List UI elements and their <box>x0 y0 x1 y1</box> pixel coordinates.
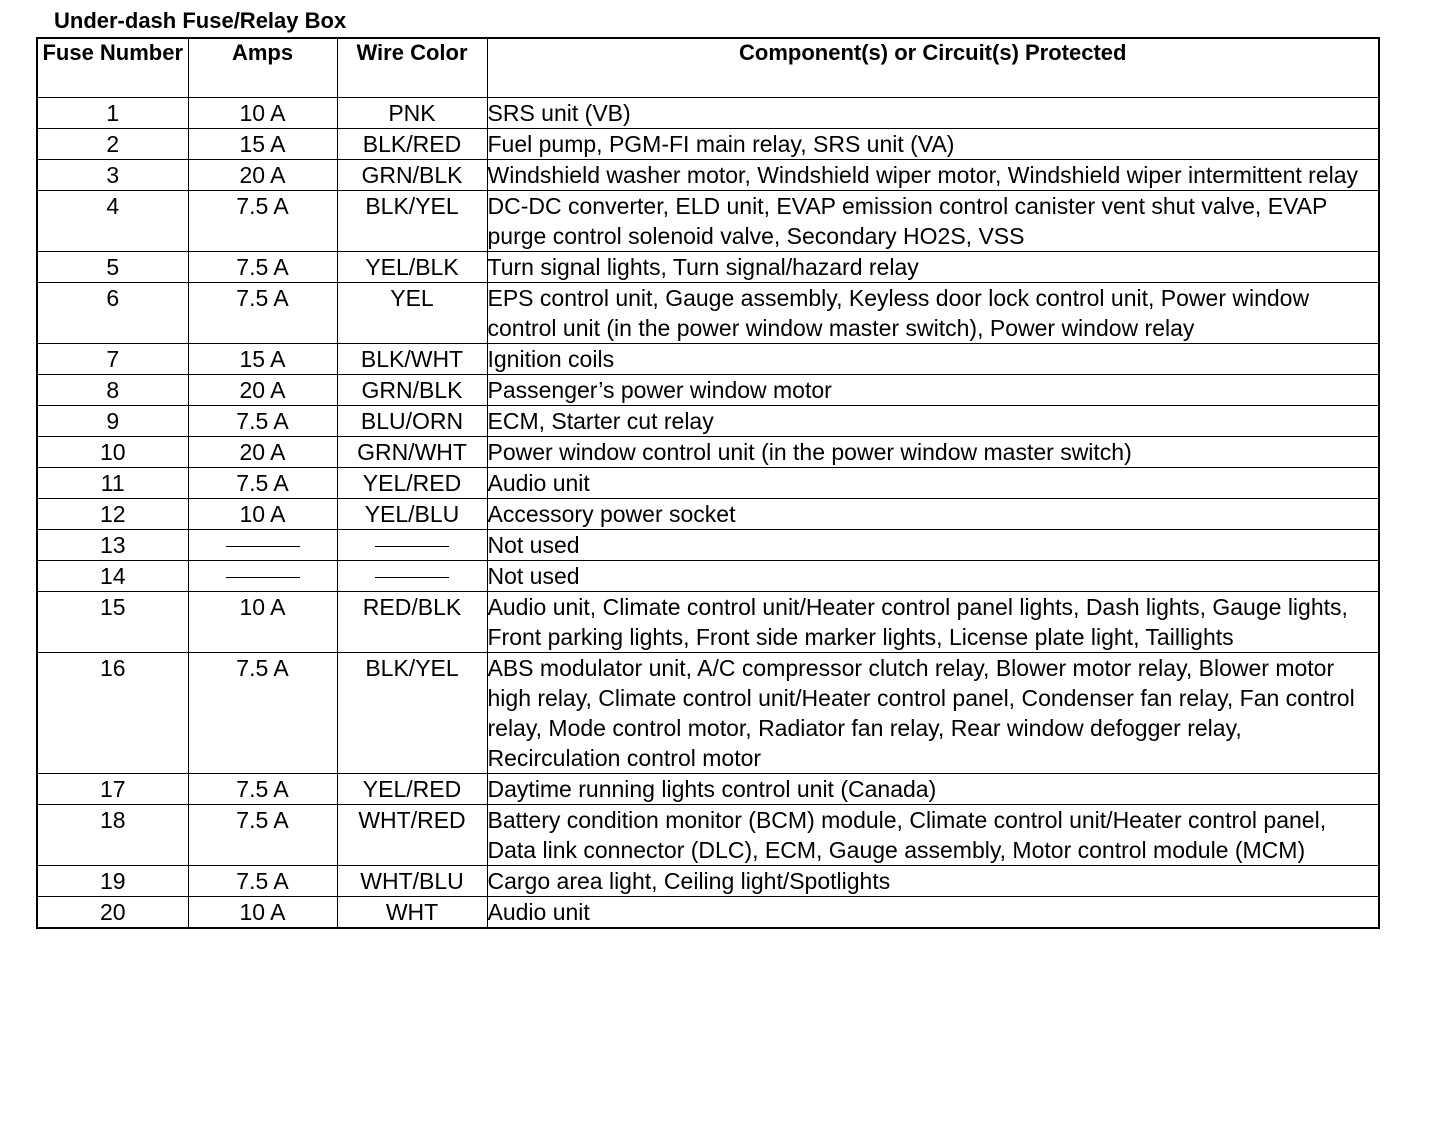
component-cell: Not used <box>487 561 1379 592</box>
table-row <box>37 406 1379 437</box>
table-row <box>37 592 1379 653</box>
table-row <box>37 191 1379 252</box>
wire-color-cell: WHT/RED <box>337 805 487 866</box>
fuse-number-cell: 11 <box>37 468 188 499</box>
table-row <box>37 499 1379 530</box>
fuse-number-cell: 4 <box>37 191 188 252</box>
amps-cell: 7.5 A <box>188 866 337 897</box>
amps-cell: 20 A <box>188 160 337 191</box>
component-cell: Audio unit, Climate control unit/Heater control panel lights, Dash lights, Gauge lights, Front parking lights, Front side marker lights, License plate light, Taillights <box>487 592 1379 653</box>
amps-cell: 7.5 A <box>188 468 337 499</box>
amps-cell <box>188 561 337 592</box>
amps-cell: 7.5 A <box>188 191 337 252</box>
wire-color-cell: YEL/RED <box>337 774 487 805</box>
component-cell: Turn signal lights, Turn signal/hazard relay <box>487 252 1379 283</box>
amps-cell: 20 A <box>188 375 337 406</box>
table-row <box>37 283 1379 344</box>
wire-color-cell: YEL <box>337 283 487 344</box>
fuse-number-cell: 18 <box>37 805 188 866</box>
fuse-number-cell: 14 <box>37 561 188 592</box>
amps-cell: 10 A <box>188 98 337 129</box>
component-cell: Power window control unit (in the power window master switch) <box>487 437 1379 468</box>
empty-dash <box>375 546 449 547</box>
amps-cell: 10 A <box>188 592 337 653</box>
table-row <box>37 129 1379 160</box>
wire-color-cell: GRN/BLK <box>337 160 487 191</box>
component-cell: Audio unit <box>487 897 1379 929</box>
wire-color-cell: BLK/WHT <box>337 344 487 375</box>
fuse-table <box>36 37 1380 929</box>
wire-color-cell <box>337 561 487 592</box>
wire-color-cell: GRN/WHT <box>337 437 487 468</box>
component-cell: Audio unit <box>487 468 1379 499</box>
fuse-number-cell: 20 <box>37 897 188 929</box>
fuse-number-cell: 15 <box>37 592 188 653</box>
fuse-number-cell: 7 <box>37 344 188 375</box>
fuse-number-cell: 16 <box>37 653 188 774</box>
fuse-number-cell: 10 <box>37 437 188 468</box>
wire-color-cell: BLK/YEL <box>337 191 487 252</box>
table-row <box>37 252 1379 283</box>
fuse-number-cell: 2 <box>37 129 188 160</box>
fuse-number-cell: 17 <box>37 774 188 805</box>
empty-dash <box>226 546 300 547</box>
amps-cell <box>188 530 337 561</box>
table-row <box>37 437 1379 468</box>
table-row <box>37 375 1379 406</box>
amps-cell: 10 A <box>188 499 337 530</box>
header-amps: Amps <box>188 38 337 98</box>
component-cell: Daytime running lights control unit (Canada) <box>487 774 1379 805</box>
wire-color-cell: BLU/ORN <box>337 406 487 437</box>
header-fuse-number: Fuse Number <box>37 38 188 98</box>
wire-color-cell: YEL/RED <box>337 468 487 499</box>
wire-color-cell <box>337 530 487 561</box>
fuse-number-cell: 3 <box>37 160 188 191</box>
empty-dash <box>375 577 449 578</box>
table-row <box>37 344 1379 375</box>
page-title: Under-dash Fuse/Relay Box <box>54 8 347 33</box>
amps-cell: 7.5 A <box>188 653 337 774</box>
amps-cell: 20 A <box>188 437 337 468</box>
fuse-number-cell: 1 <box>37 98 188 129</box>
fuse-number-cell: 13 <box>37 530 188 561</box>
component-cell: Not used <box>487 530 1379 561</box>
amps-cell: 7.5 A <box>188 805 337 866</box>
table-row <box>37 561 1379 592</box>
table-row <box>37 805 1379 866</box>
wire-color-cell: GRN/BLK <box>337 375 487 406</box>
empty-dash <box>226 577 300 578</box>
header-wire-color: Wire Color <box>337 38 487 98</box>
amps-cell: 7.5 A <box>188 774 337 805</box>
fuse-number-cell: 9 <box>37 406 188 437</box>
amps-cell: 7.5 A <box>188 252 337 283</box>
fuse-number-cell: 8 <box>37 375 188 406</box>
component-cell: Ignition coils <box>487 344 1379 375</box>
amps-cell: 10 A <box>188 897 337 929</box>
component-cell: Battery condition monitor (BCM) module, Climate control unit/Heater control panel, Data link connector (DLC), ECM, Gauge assembly, Motor control module (MCM) <box>487 805 1379 866</box>
fuse-table-body <box>37 98 1379 929</box>
table-row <box>37 774 1379 805</box>
table-row <box>37 98 1379 129</box>
header-component: Component(s) or Circuit(s) Protected <box>487 38 1379 98</box>
fuse-number-cell: 6 <box>37 283 188 344</box>
table-row <box>37 530 1379 561</box>
component-cell: Fuel pump, PGM-FI main relay, SRS unit (VA) <box>487 129 1379 160</box>
table-row <box>37 653 1379 774</box>
wire-color-cell: BLK/YEL <box>337 653 487 774</box>
wire-color-cell: YEL/BLK <box>337 252 487 283</box>
component-cell: Passenger’s power window motor <box>487 375 1379 406</box>
table-row <box>37 160 1379 191</box>
component-cell: Cargo area light, Ceiling light/Spotlights <box>487 866 1379 897</box>
wire-color-cell: WHT/BLU <box>337 866 487 897</box>
wire-color-cell: RED/BLK <box>337 592 487 653</box>
wire-color-cell: BLK/RED <box>337 129 487 160</box>
component-cell: ABS modulator unit, A/C compressor clutch relay, Blower motor relay, Blower motor high relay, Climate control unit/Heater control panel, Condenser fan relay, Fan control relay, Mode control motor, Radiator fan relay, Rear window defogger relay, Recirculation control motor <box>487 653 1379 774</box>
table-row <box>37 866 1379 897</box>
fuse-number-cell: 5 <box>37 252 188 283</box>
amps-cell: 15 A <box>188 344 337 375</box>
wire-color-cell: YEL/BLU <box>337 499 487 530</box>
component-cell: SRS unit (VB) <box>487 98 1379 129</box>
amps-cell: 7.5 A <box>188 283 337 344</box>
table-row <box>37 897 1379 929</box>
header-row <box>37 38 1379 98</box>
component-cell: EPS control unit, Gauge assembly, Keyless door lock control unit, Power window control unit (in the power window master switch), Power window relay <box>487 283 1379 344</box>
fuse-number-cell: 19 <box>37 866 188 897</box>
component-cell: ECM, Starter cut relay <box>487 406 1379 437</box>
amps-cell: 15 A <box>188 129 337 160</box>
component-cell: Windshield washer motor, Windshield wiper motor, Windshield wiper intermittent relay <box>487 160 1379 191</box>
wire-color-cell: PNK <box>337 98 487 129</box>
component-cell: DC-DC converter, ELD unit, EVAP emission control canister vent shut valve, EVAP purge control solenoid valve, Secondary HO2S, VSS <box>487 191 1379 252</box>
component-cell: Accessory power socket <box>487 499 1379 530</box>
wire-color-cell: WHT <box>337 897 487 929</box>
table-row <box>37 468 1379 499</box>
amps-cell: 7.5 A <box>188 406 337 437</box>
fuse-number-cell: 12 <box>37 499 188 530</box>
